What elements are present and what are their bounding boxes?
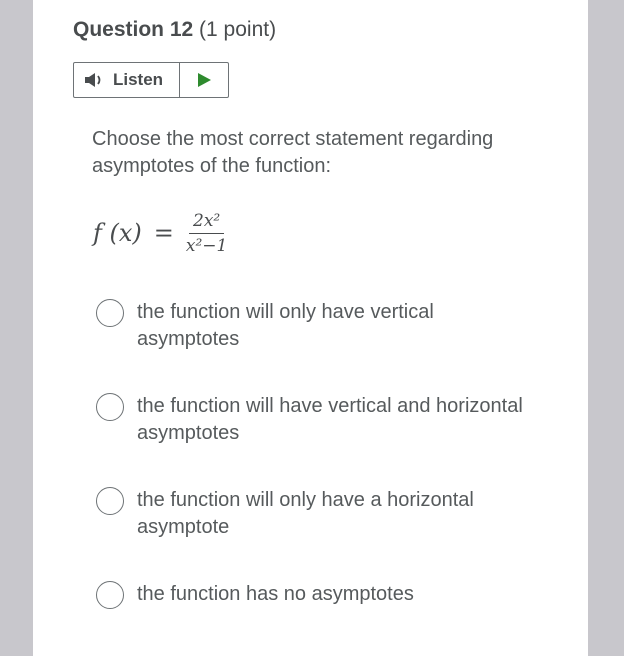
function-formula [93,205,229,261]
radio-button[interactable] [96,581,124,609]
formula-equals: = [153,219,174,247]
formula-lhs: f (x) [93,219,142,247]
question-prompt: Choose the most correct statement regarding asymptotes of the function: [92,128,494,177]
answer-option-label: the function will have vertical and horizontal asymptotes [137,395,523,444]
speaker-icon [84,72,106,88]
answer-option-2[interactable] [96,393,536,447]
radio-button[interactable] [96,299,124,327]
listen-button[interactable] [74,63,180,97]
answer-option-1[interactable] [96,299,536,353]
formula-numerator: 2x² [189,211,224,234]
listen-label: Listen [113,70,164,89]
answer-option-3[interactable] [96,487,536,541]
answer-option-label: the function has no asymptotes [137,583,414,605]
question-header [73,18,276,42]
formula-fraction [184,211,229,256]
radio-button[interactable] [96,393,124,421]
answer-option-label: the function will only have a horizontal asymptote [137,489,474,538]
play-icon [196,72,212,88]
answer-option-4[interactable] [96,581,536,609]
formula-denominator: x²−1 [185,235,228,256]
listen-widget [73,62,229,98]
question-title: Question 12 [73,18,194,41]
radio-button[interactable] [96,487,124,515]
answer-option-label: the function will only have vertical asymptotes [137,301,434,350]
play-button[interactable] [180,63,228,97]
question-points: (1 point) [199,18,277,41]
question-page [33,0,588,656]
